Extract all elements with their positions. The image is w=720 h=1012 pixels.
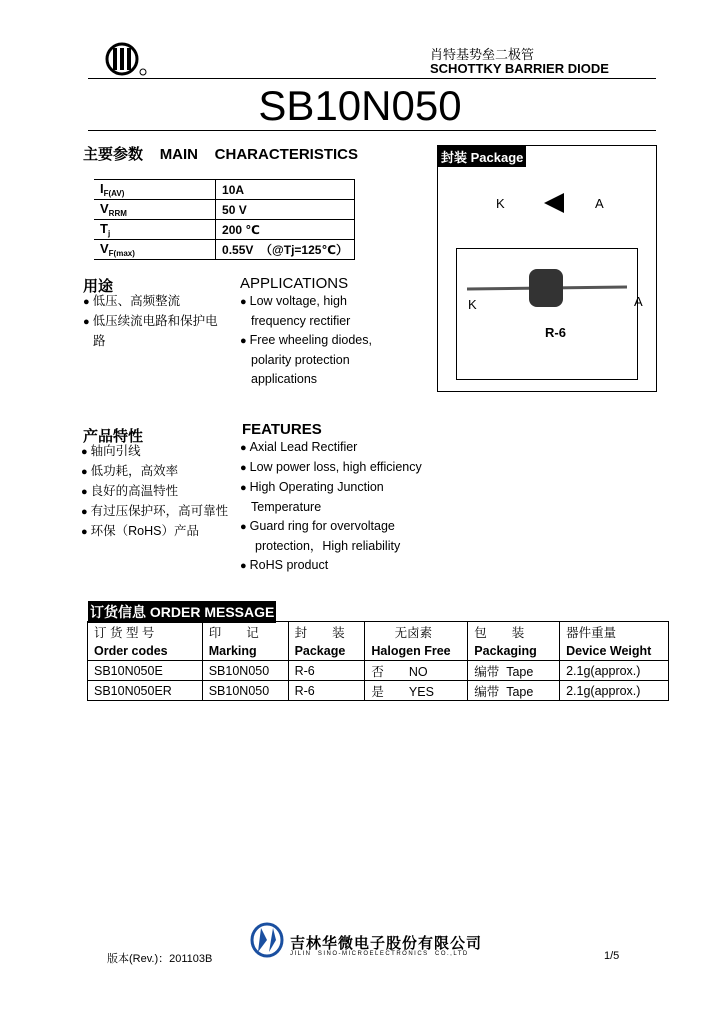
- table-row: SB10N050E SB10N050 R-6 否 NO 编带 Tape 2.1g(approx.): [88, 661, 669, 681]
- product-type-en: SCHOTTKY BARRIER DIODE: [430, 61, 609, 76]
- list-item: ● 低压、高频整流: [83, 292, 233, 312]
- list-item: frequency rectifier: [251, 314, 351, 328]
- company-emblem-icon: [250, 922, 284, 958]
- order-table: [87, 621, 669, 701]
- list-item: Temperature: [251, 500, 322, 514]
- list-item: ● 良好的高温特性: [81, 482, 236, 502]
- symbol-anode-label: A: [595, 196, 604, 211]
- list-item: 路: [93, 334, 106, 348]
- symbol-cathode-label: K: [496, 196, 505, 211]
- list-item: ● 轴向引线: [81, 442, 236, 462]
- applications-list-en: [240, 292, 420, 389]
- product-type-cn: 肖特基势垒二极管: [430, 47, 535, 62]
- package-drawing: [456, 248, 643, 380]
- table-row: $V_{F(max)}$ 0.55V （@Tj=125℃）: [94, 240, 354, 260]
- list-item: protection，High reliability: [255, 539, 401, 553]
- list-item: ● Guard ring for overvoltage: [240, 517, 450, 537]
- table-header-en: Order codes Marking Package Halogen Free Packaging Device Weight: [88, 641, 669, 661]
- list-item: ● Axial Lead Rectifier: [240, 438, 450, 458]
- table-row: SB10N050ER SB10N050 R-6 是 YES 编带 Tape 2.1g(approx.): [88, 681, 669, 701]
- features-list-cn: [81, 442, 236, 542]
- drawing-anode-label: A: [634, 294, 643, 309]
- part-number-title: SB10N050: [258, 82, 462, 129]
- revision-label: 版本(Rev.)：201103B: [107, 953, 213, 965]
- package-name: R-6: [545, 325, 566, 340]
- order-heading: 订货信息 ORDER MESSAGE: [88, 601, 276, 623]
- main-characteristics-heading: 主要参数 MAIN CHARACTERISTICS: [83, 146, 359, 163]
- list-item: polarity protection: [251, 353, 350, 367]
- table-row: $T_j$ 200 ℃: [94, 220, 354, 240]
- applications-list-cn: [83, 292, 233, 351]
- jj-logo-icon: [103, 42, 147, 76]
- table-row: $V_{RRM}$ 50 V: [94, 200, 354, 220]
- list-item: ● Low power loss, high efficiency: [240, 458, 450, 478]
- list-item: ● 环保（RoHS）产品: [81, 522, 236, 542]
- list-item: ● 低功耗，高效率: [81, 462, 236, 482]
- table-row: $I_{F(AV)}$ 10A: [94, 180, 354, 200]
- features-heading-cn: 产品特性: [83, 428, 144, 445]
- company-name-cn: 吉林华微电子股份有限公司: [290, 935, 483, 952]
- list-item: applications: [251, 372, 318, 386]
- r6-package-drawing-icon: [457, 249, 637, 379]
- applications-heading-en: APPLICATIONS: [240, 275, 349, 292]
- diode-symbol-icon: [542, 192, 566, 214]
- drawing-cathode-label: K: [468, 297, 477, 312]
- list-item: ● Low voltage, high: [240, 292, 420, 312]
- features-list-en: [240, 438, 450, 576]
- applications-heading-cn: 用途: [83, 278, 114, 295]
- company-name-en: JILIN SINO-MICROELECTRONICS CO.,LTD: [290, 951, 469, 957]
- list-item: ● 有过压保护环，高可靠性: [81, 502, 236, 522]
- features-heading-en: FEATURES: [242, 421, 322, 438]
- company-logo: [103, 42, 147, 76]
- package-heading: 封装 Package: [438, 146, 526, 167]
- list-item: ● 低压续流电路和保护电: [83, 312, 233, 332]
- characteristics-table: [94, 179, 355, 260]
- list-item: ● High Operating Junction: [240, 478, 450, 498]
- list-item: ● RoHS product: [240, 556, 450, 576]
- page-number: 1/5: [604, 950, 620, 962]
- table-header-cn: 订 货 型 号 印 记 封 装 无卤素 包 装 器件重量: [88, 622, 669, 642]
- list-item: ● Free wheeling diodes,: [240, 331, 420, 351]
- package-box: [437, 145, 657, 392]
